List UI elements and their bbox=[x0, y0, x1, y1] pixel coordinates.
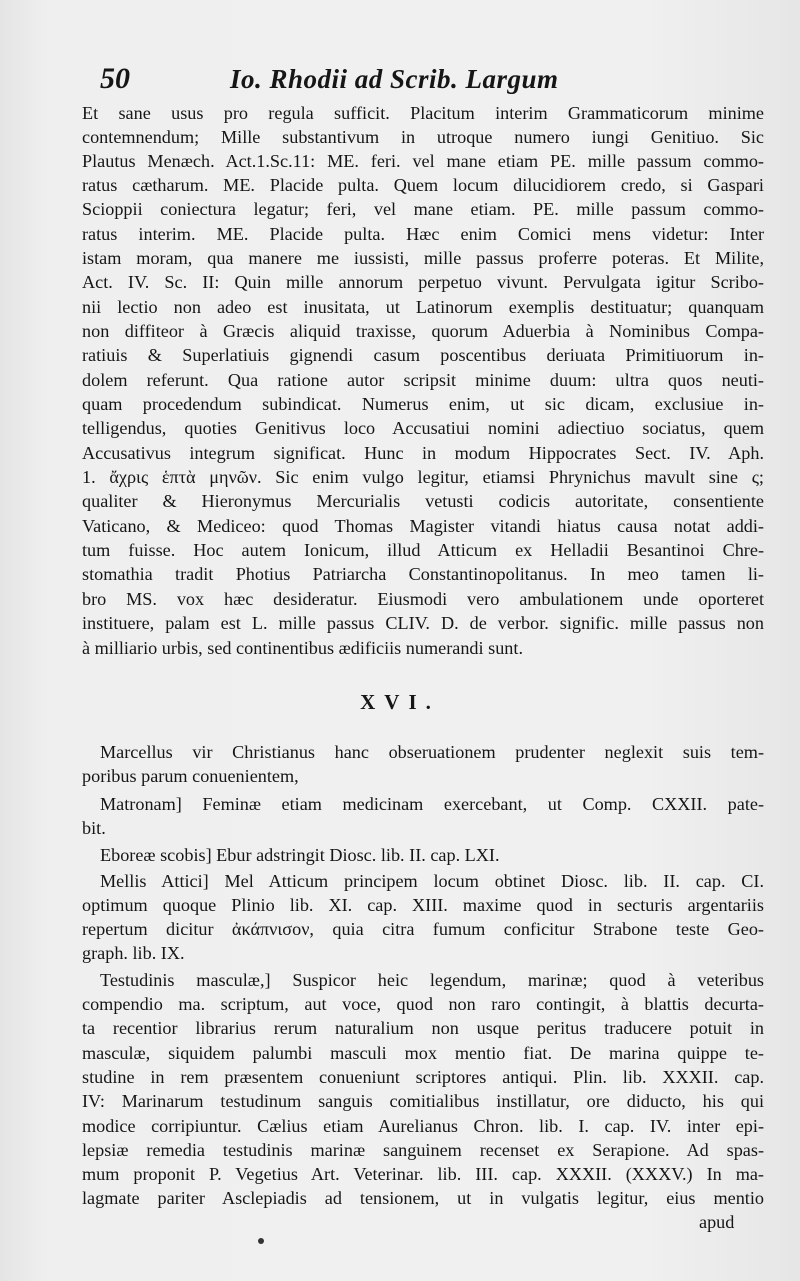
text-line: lepsiæ remedia testudinis marinæ sanguinem recenset ex Serapione. Ad spas- bbox=[82, 1140, 764, 1160]
text-line: Eboreæ scobis] Ebur adstringit Diosc. lib. II. cap. LXI. bbox=[100, 845, 500, 865]
running-head: Io. Rhodii ad Scrib. Largum bbox=[230, 64, 559, 94]
text-line: nii lectio non adeo est inusitata, ut Latinorum exemplis destituatur; quanquam bbox=[82, 297, 764, 317]
text-line: tum fuisse. Hoc autem Ionicum, illud Atticum ex Helladii Besantinoi Chre- bbox=[82, 540, 764, 560]
text-line: contemnendum; Mille substantivum in utroque numero iungi Genitiuo. Sic bbox=[82, 127, 764, 147]
text-line: bro MS. vox hæc desideratur. Eiusmodi vero ambulationem unde oporteret bbox=[82, 589, 764, 609]
page-header bbox=[100, 62, 765, 98]
text-line: masculæ, siquidem palumbi masculi mox mentio fiat. De marina quippe te- bbox=[82, 1043, 764, 1063]
text-line: lagmate pariter Asclepiadis ad tensionem, ut in vulgatis legitur, eius mentio bbox=[82, 1188, 764, 1208]
text-line: instituere, palam est L. mille passus CLIV. D. de verbor. signific. mille passus non bbox=[82, 613, 764, 633]
text-line: repertum dicitur ἀκάπνισον, quia citra fumum conficitur Strabone teste Geo- bbox=[82, 919, 764, 939]
text-line: optimum quoque Plinio lib. XI. cap. XIII. maxime quod in secturis argentariis bbox=[82, 895, 764, 915]
text-line: mum proponit P. Vegetius Art. Veterinar. lib. III. cap. XXXII. (XXXV.) In ma- bbox=[82, 1164, 764, 1184]
text-line: Act. IV. Sc. II: Quin mille annorum perpetuo vivunt. Pervulgata igitur Scribo- bbox=[82, 272, 764, 292]
text-line: Matronam] Feminæ etiam medicinam exercebant, ut Comp. CXXII. pate- bbox=[100, 794, 764, 814]
text-line: 1. ἄχρις ἑπτὰ μηνῶν. Sic enim vulgo legitur, etiamsi Phrynichus mavult sine ς; bbox=[82, 467, 764, 487]
text-line: Mellis Attici] Mel Atticum principem locum obtinet Diosc. lib. II. cap. CI. bbox=[100, 871, 764, 891]
text-line: Plautus Menæch. Act.1.Sc.11: ME. feri. vel mane etiam PE. mille passum commo- bbox=[82, 151, 764, 171]
text-line: Marcellus vir Christianus hanc obseruationem prudenter neglexit suis tem- bbox=[100, 742, 764, 762]
text-line: Accusativus integrum significat. Hunc in modum Hippocrates Sect. IV. Aph. bbox=[82, 443, 764, 463]
text-line: telligendus, quoties Genitivus loco Accusatiui nomini adiectiuo sociatus, quem bbox=[82, 418, 764, 438]
text-line: istam moram, qua manere me iussisti, mille passus proferre poteras. Et Milite, bbox=[82, 248, 764, 268]
text-line: ratiuis & Superlatiuis gignendi casum poscentibus deriuata Primitiuorum in- bbox=[82, 345, 764, 365]
page-number: 50 bbox=[100, 62, 130, 95]
ink-speck bbox=[258, 1238, 264, 1244]
text-line: stomathia tradit Photius Patriarcha Constantinopolitanus. In meo tamen li- bbox=[82, 564, 764, 584]
text-line: quam procedendum subindicat. Numerus enim, ut sic dicam, exclusiue in- bbox=[82, 394, 764, 414]
section-number: XVI. bbox=[360, 690, 440, 714]
text-line: non diffiteor à Græcis aliquid traxisse, quorum Aduerbia à Nominibus Compa- bbox=[82, 321, 764, 341]
text-line: compendio ma. scriptum, aut voce, quod non raro contingit, à blattis decurta- bbox=[82, 994, 764, 1014]
text-line: studine in rem præsentem conueniunt scriptores antiqui. Plin. lib. XXXII. cap. bbox=[82, 1067, 764, 1087]
text-line: graph. lib. IX. bbox=[82, 943, 185, 963]
text-line: poribus parum conuenientem, bbox=[82, 766, 299, 786]
text-line: Et sane usus pro regula sufficit. Placitum interim Grammaticorum minime bbox=[82, 103, 764, 123]
text-line: à milliario urbis, sed continentibus ædificiis numerandi sunt. bbox=[82, 638, 523, 658]
text-line: ratus interim. ME. Placide pulta. Hæc enim Comici mens videtur: Inter bbox=[82, 224, 764, 244]
text-line: dolem referunt. Qua ratione autor scripsit minime duum: ultra quos neuti- bbox=[82, 370, 764, 390]
text-line: bit. bbox=[82, 818, 106, 838]
text-line: Scioppii coniectura legatur; feri, vel mane etiam. PE. mille passum commo- bbox=[82, 199, 764, 219]
catchword: apud bbox=[699, 1212, 735, 1232]
text-line: Testudinis masculæ,] Suspicor heic legendum, marinæ; quod à veteribus bbox=[100, 970, 764, 990]
text-line: modice corripiuntur. Cælius etiam Aurelianus Chron. lib. I. cap. IV. inter epi- bbox=[82, 1116, 764, 1136]
text-line: Vaticano, & Mediceo: quod Thomas Magister vitandi hiatus causa notat addi- bbox=[82, 516, 764, 536]
text-line: IV: Marinarum testudinum sanguis comitialibus instillatur, ore diducto, his qui bbox=[82, 1091, 764, 1111]
text-line: ratus cætharum. ME. Placide pulta. Quem locum dilucidiorem credo, si Gaspari bbox=[82, 175, 764, 195]
text-line: ta recentior librarius rerum naturalium non usque peritus traducere potuit in bbox=[82, 1018, 764, 1038]
text-line: qualiter & Hieronymus Mercurialis vetusti codicis autoritate, consentiente bbox=[82, 491, 764, 511]
